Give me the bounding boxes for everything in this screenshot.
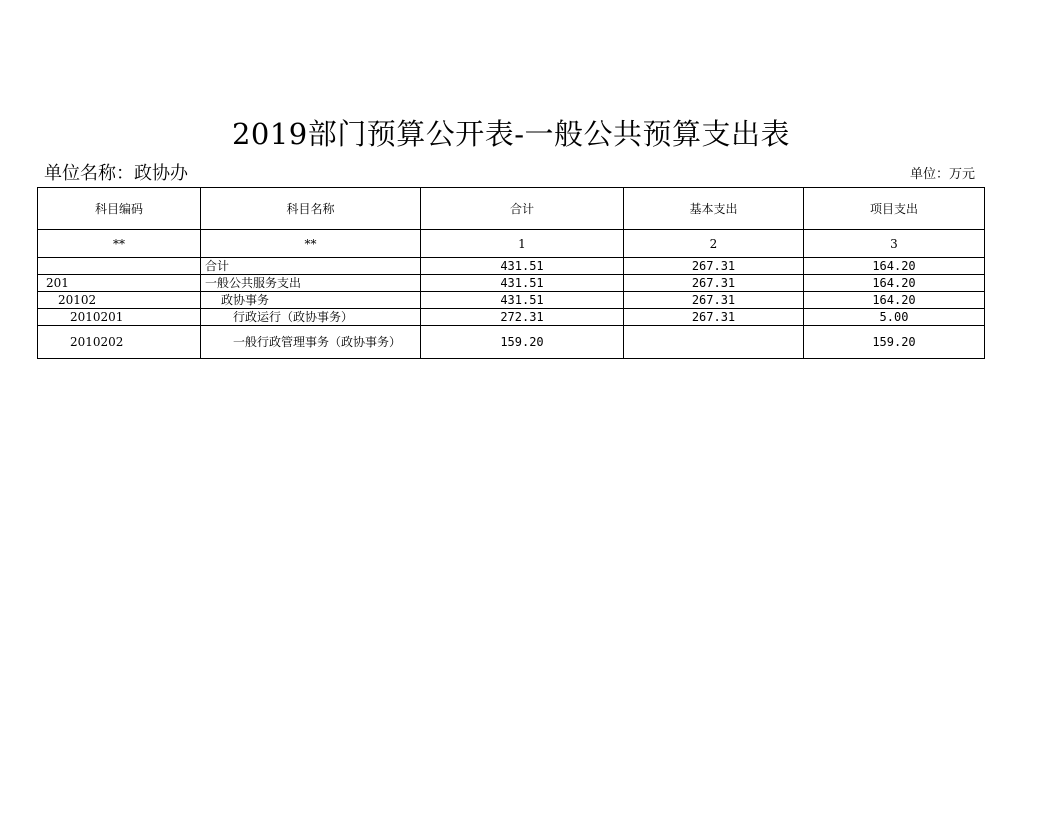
code-cell: 20102 (38, 292, 201, 309)
index-cell: ** (201, 230, 421, 258)
table-row (38, 309, 985, 326)
index-row (38, 230, 985, 258)
basic-cell (624, 326, 804, 359)
unit-name-label: 单位名称：政协办 (44, 163, 188, 184)
code-cell (38, 258, 201, 275)
index-cell: 1 (421, 230, 624, 258)
table-row (38, 292, 985, 309)
total-cell: 272.31 (421, 309, 624, 326)
project-cell: 5.00 (804, 309, 985, 326)
budget-table (37, 187, 985, 359)
header-basic: 基本支出 (624, 188, 804, 230)
basic-cell: 267.31 (624, 258, 804, 275)
page-title: 2019部门预算公开表-一般公共预算支出表 (231, 117, 791, 151)
code-cell: 2010202 (38, 326, 201, 359)
basic-cell: 267.31 (624, 309, 804, 326)
name-cell: 政协事务 (201, 292, 421, 309)
total-cell: 431.51 (421, 258, 624, 275)
basic-cell: 267.31 (624, 275, 804, 292)
project-cell: 159.20 (804, 326, 985, 359)
table-row (38, 275, 985, 292)
index-cell: 2 (624, 230, 804, 258)
header-total: 合计 (421, 188, 624, 230)
total-cell: 159.20 (421, 326, 624, 359)
code-cell: 201 (38, 275, 201, 292)
basic-cell: 267.31 (624, 292, 804, 309)
header-project: 项目支出 (804, 188, 985, 230)
name-cell: 合计 (201, 258, 421, 275)
total-cell: 431.51 (421, 292, 624, 309)
index-cell: 3 (804, 230, 985, 258)
project-cell: 164.20 (804, 258, 985, 275)
total-cell: 431.51 (421, 275, 624, 292)
project-cell: 164.20 (804, 292, 985, 309)
header-name: 科目名称 (201, 188, 421, 230)
table-row (38, 326, 985, 359)
index-cell: ** (38, 230, 201, 258)
header-row (38, 188, 985, 230)
code-cell: 2010201 (38, 309, 201, 326)
header-code: 科目编码 (38, 188, 201, 230)
table-row (38, 258, 985, 275)
name-cell: 一般公共服务支出 (201, 275, 421, 292)
name-cell: 一般行政管理事务（政协事务） (201, 326, 421, 359)
project-cell: 164.20 (804, 275, 985, 292)
currency-unit-label: 单位：万元 (909, 167, 975, 182)
name-cell: 行政运行（政协事务） (201, 309, 421, 326)
